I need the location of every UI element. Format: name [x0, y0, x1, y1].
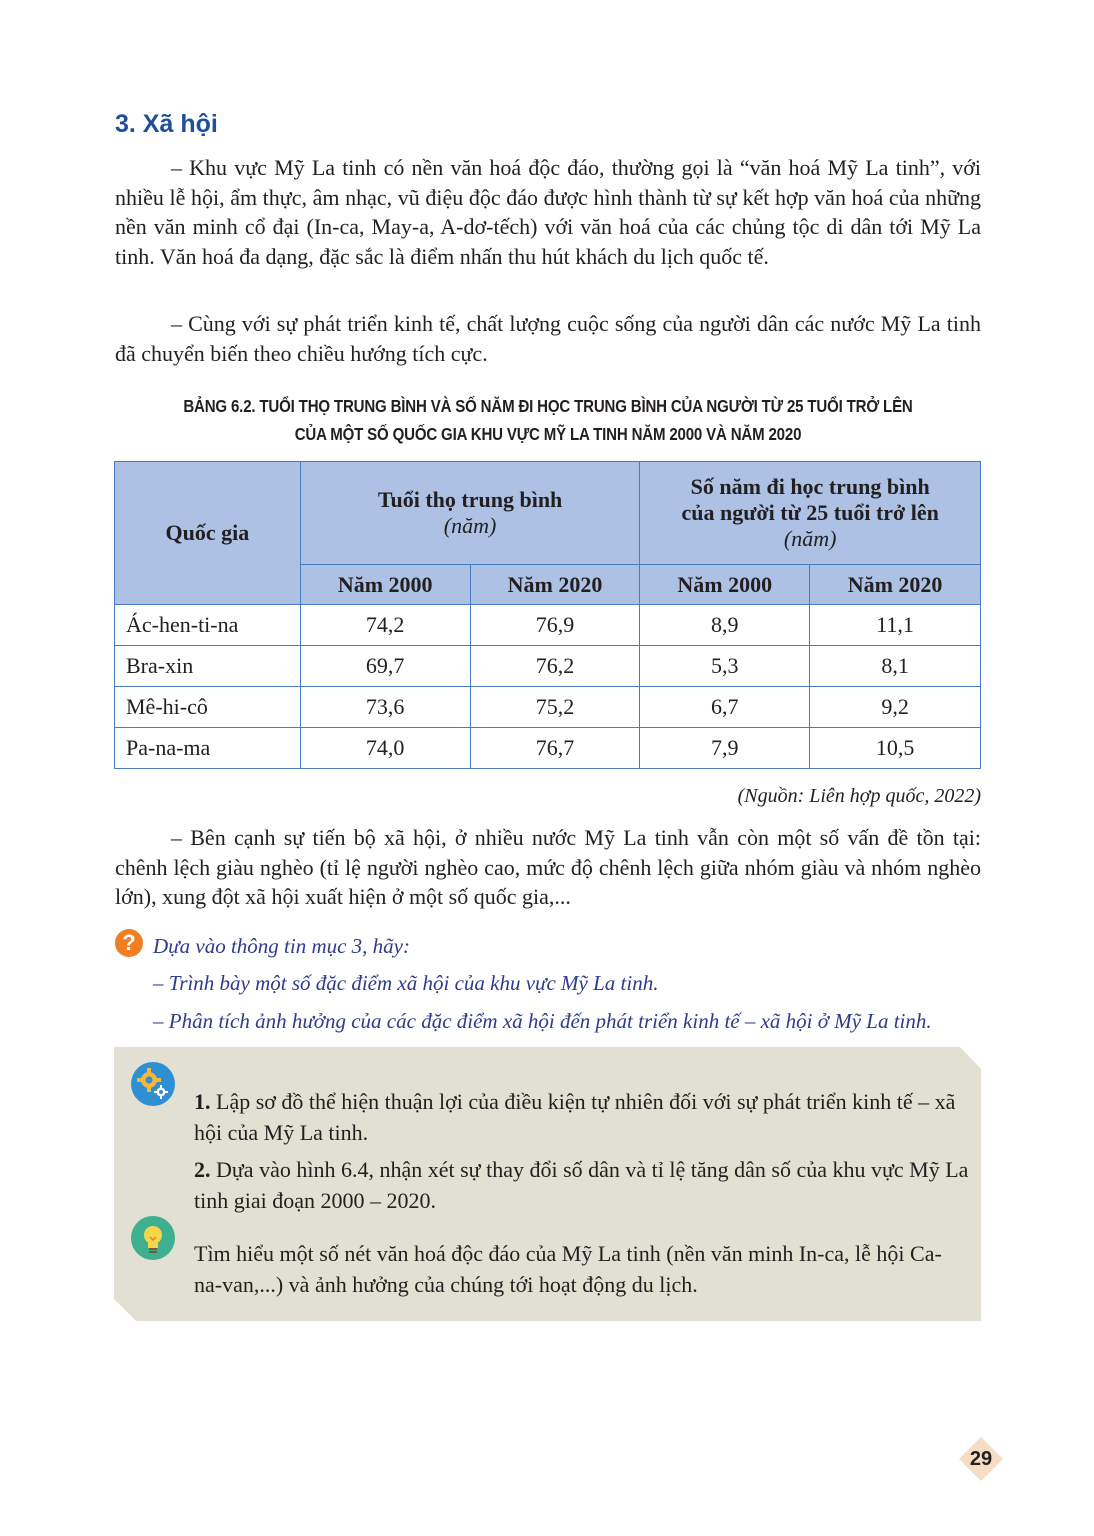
- section-heading: 3. Xã hội: [115, 110, 218, 138]
- table-row: Mê-hi-cô 73,6 75,2 6,7 9,2: [115, 687, 981, 728]
- header-school-2020: Năm 2020: [810, 565, 981, 605]
- page-number: 29: [958, 1436, 1004, 1482]
- paragraph-quality-of-life: – Cùng với sự phát triển kinh tế, chất lượng cuộc sống của người dân các nước Mỹ La tinh đã chuyển biến theo chiều hướng tích cực.: [115, 311, 981, 366]
- table-row: Ác-hen-ti-na 74,2 76,9 8,9 11,1: [115, 605, 981, 646]
- table-caption-line1: BẢNG 6.2. TUỔI THỌ TRUNG BÌNH VÀ SỐ NĂM ĐI HỌC TRUNG BÌNH CỦA NGƯỜI TỪ 25 TUỔI TRỞ LÊN: [183, 396, 913, 416]
- question-item-1: – Trình bày một số đặc điểm xã hội của khu vực Mỹ La tinh.: [153, 971, 659, 995]
- header-schooling: Số năm đi học trung bình của người từ 25 tuổi trở lên (năm): [640, 462, 981, 565]
- apply-task: Tìm hiểu một số nét văn hoá độc đáo của Mỹ La tinh (nền văn minh In-ca, lễ hội Ca-na-van,...) và ảnh hưởng của chúng tới hoạt động du lịch.: [194, 1241, 942, 1297]
- header-school-unit: (năm): [783, 526, 837, 551]
- lightbulb-icon: [131, 1216, 175, 1260]
- question-item-2: – Phân tích ảnh hưởng của các đặc điểm xã hội đến phát triển kinh tế – xã hội ở Mỹ La tinh.: [153, 1009, 932, 1033]
- table-source: (Nguồn: Liên hợp quốc, 2022): [737, 785, 981, 807]
- question-icon: ?: [115, 929, 143, 957]
- gear-icon: [131, 1062, 175, 1106]
- header-school-2000: Năm 2000: [640, 565, 810, 605]
- table-caption-line2: CỦA MỘT SỐ QUỐC GIA KHU VỰC MỸ LA TINH NĂM 2000 VÀ NĂM 2020: [294, 424, 802, 444]
- header-life-2000: Năm 2000: [300, 565, 470, 605]
- practice-item-1: 1. Lập sơ đồ thể hiện thuận lợi của điều kiện tự nhiên đối với sự phát triển kinh tế – xã hội của Mỹ La tinh.: [194, 1089, 956, 1145]
- table-caption: [176, 392, 921, 448]
- header-life-expectancy: Tuổi thọ trung bình (năm): [300, 462, 640, 565]
- question-intro: Dựa vào thông tin mục 3, hãy:: [153, 934, 410, 958]
- header-life-2020: Năm 2020: [470, 565, 640, 605]
- table-row: Pa-na-ma 74,0 76,7 7,9 10,5: [115, 728, 981, 769]
- practice-item-2: 2. Dựa vào hình 6.4, nhận xét sự thay đổi số dân và tỉ lệ tăng dân số của khu vực Mỹ La tinh giai đoạn 2000 – 2020.: [194, 1157, 969, 1213]
- data-table: [114, 461, 981, 769]
- paragraph-culture: – Khu vực Mỹ La tinh có nền văn hoá độc đáo, thường gọi là “văn hoá Mỹ La tinh”, với nhiều lễ hội, ẩm thực, âm nhạc, vũ điệu độc đáo được hình thành từ sự kết hợp văn hoá của những nền văn minh cổ đại (In-ca, May-a, A-dơ-tếch) với văn hoá của các chủng tộc di dân tới Mỹ La tinh. Văn hoá đa dạng, đặc sắc là điểm nhấn thu hút khách du lịch quốc tế.: [115, 155, 981, 269]
- table-row: Bra-xin 69,7 76,2 5,3 8,1: [115, 646, 981, 687]
- header-life-unit: (năm): [443, 513, 497, 538]
- header-country: Quốc gia: [115, 462, 301, 605]
- paragraph-social-issues: – Bên cạnh sự tiến bộ xã hội, ở nhiều nước Mỹ La tinh vẫn còn một số vấn đề tồn tại: chênh lệch giàu nghèo (tỉ lệ người nghèo cao, mức độ chênh lệch giữa nhóm giàu và nhóm nghèo lớn), xung đột xã hội xuất hiện ở một số quốc gia,...: [115, 825, 981, 909]
